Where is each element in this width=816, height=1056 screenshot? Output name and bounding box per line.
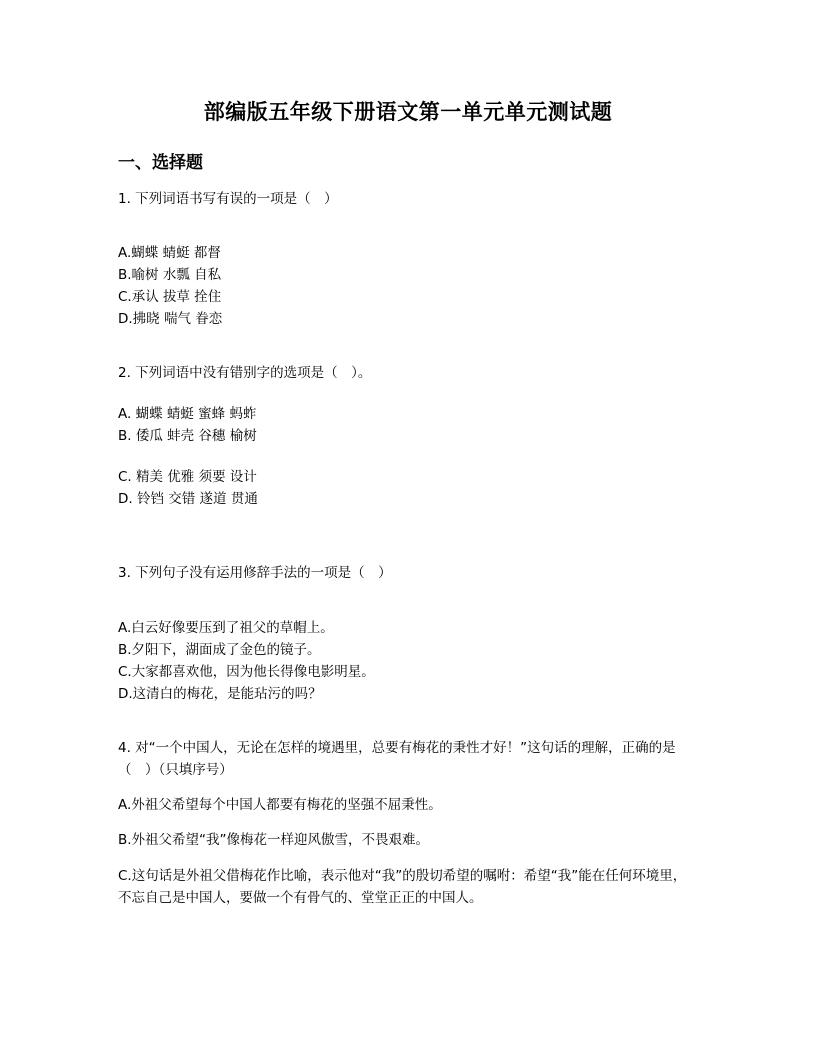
question-2-option-b: B. 倭瓜 蚌壳 谷穗 榆树 bbox=[118, 428, 257, 444]
question-4-option-a: A.外祖父希望每个中国人都要有梅花的坚强不屈秉性。 bbox=[118, 797, 442, 813]
section-heading: 一、选择题 bbox=[118, 153, 203, 173]
question-4-option-b: B.外祖父希望“我”像梅花一样迎风傲雪，不畏艰难。 bbox=[118, 832, 430, 848]
question-2-option-a: A. 蝴蝶 蜻蜓 蜜蜂 蚂蚱 bbox=[118, 406, 257, 422]
question-4-option-c: C.这句话是外祖父借梅花作比喻，表示他对“我”的殷切希望的嘱咐：希望“我”能在任何环境里，不忘自己是中国人，要做一个有骨气的、堂堂正正的中国人。 bbox=[118, 868, 687, 906]
question-4-stem: 4. 对“一个中国人，无论在怎样的境遇里，总要有梅花的秉性才好！”这句话的理解，正确的是（ ）（只填序号） bbox=[118, 740, 676, 778]
question-1-option-a: A.蝴蝶 蜻蜓 都督 bbox=[118, 245, 221, 261]
page-title: 部编版五年级下册语文第一单元单元测试题 bbox=[203, 99, 613, 124]
question-1-option-d: D.拂晓 喘气 眷恋 bbox=[118, 311, 223, 327]
question-2-option-c: C. 精美 优雅 须要 设计 bbox=[118, 469, 257, 485]
question-1-option-c: C.承认 拔草 拴住 bbox=[118, 289, 222, 305]
question-2-option-d: D. 铃铛 交错 遂道 贯通 bbox=[118, 491, 258, 507]
question-3-option-d: D.这清白的梅花，是能玷污的吗？ bbox=[118, 686, 322, 702]
question-3-stem: 3. 下列句子没有运用修辞手法的一项是（ ） bbox=[118, 565, 392, 581]
question-2-stem: 2. 下列词语中没有错别字的选项是（ ）。 bbox=[118, 365, 372, 381]
question-3-option-c: C.大家都喜欢他，因为他长得像电影明星。 bbox=[118, 664, 375, 680]
question-1-option-b: B.喻树 水瓢 自私 bbox=[118, 267, 222, 283]
question-3-option-a: A.白云好像要压到了祖父的草帽上。 bbox=[118, 620, 334, 636]
question-3-option-b: B.夕阳下，湖面成了金色的镜子。 bbox=[118, 642, 321, 658]
question-1-stem: 1. 下列词语书写有误的一项是（ ） bbox=[118, 191, 338, 207]
